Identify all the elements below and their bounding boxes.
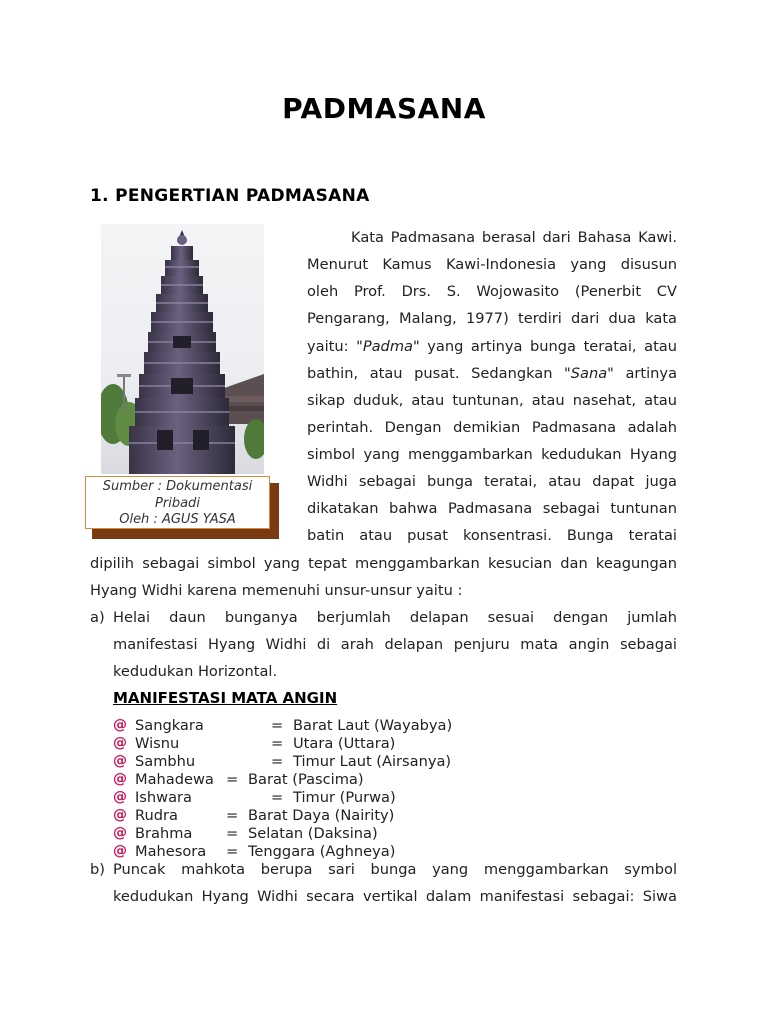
bullet-icon: @ bbox=[113, 771, 127, 787]
caption-source: Sumber : Dokumentasi bbox=[102, 479, 253, 494]
bullet-icon: @ bbox=[113, 825, 127, 841]
item-a-label: a) bbox=[90, 609, 105, 626]
bullet-icon: @ bbox=[113, 807, 127, 823]
padmasana-photo bbox=[101, 224, 264, 474]
item-a-line: Helai daun bunganya berjumlah delapan sesuai dengan jumlah bbox=[113, 609, 677, 626]
item-b-line: kedudukan Hyang Widhi secara vertikal dalam manifestasi sebagai: Siwa bbox=[113, 888, 677, 905]
manifestasi-heading: MANIFESTASI MATA ANGIN bbox=[113, 689, 338, 707]
item-a-line: kedudukan Horizontal. bbox=[113, 663, 278, 680]
item-a-line: manifestasi Hyang Widhi di arah delapan penjuru mata angin sebagai bbox=[113, 636, 677, 653]
item-b-line: Puncak mahkota berupa sari bunga yang menggambarkan symbol bbox=[113, 861, 677, 878]
intro-line: oleh Prof. Drs. S. Wojowasito (Penerbit CV bbox=[307, 283, 677, 300]
intro-line: perintah. Dengan demikian Padmasana adalah bbox=[307, 419, 677, 436]
bullet-icon: @ bbox=[113, 717, 127, 733]
bullet-icon: @ bbox=[113, 789, 127, 805]
intro-line: dipilih sebagai simbol yang tepat menggambarkan kesucian dan keagungan bbox=[90, 555, 677, 572]
intro-line: Kata Padmasana berasal dari Bahasa Kawi. bbox=[351, 229, 677, 246]
intro-line: Pengarang, Malang, 1977) terdiri dari dua kata bbox=[307, 310, 677, 327]
bullet-icon: @ bbox=[113, 753, 127, 769]
intro-line: bathin, atau pusat. Sedangkan "Sana" artinya bbox=[307, 365, 678, 382]
item-b-label: b) bbox=[90, 861, 105, 878]
intro-line: Hyang Widhi karena memenuhi unsur-unsur yaitu : bbox=[90, 582, 463, 599]
bullet-icon: @ bbox=[113, 735, 127, 751]
page-title: PADMASANA bbox=[282, 92, 486, 125]
bullet-icon: @ bbox=[113, 843, 127, 859]
intro-line: Widhi sebagai bunga teratai, atau dapat juga bbox=[307, 473, 677, 490]
photo-caption bbox=[85, 476, 270, 529]
intro-line: dikatakan bahwa Padmasana sebagai tuntunan bbox=[307, 500, 677, 517]
intro-line: yaitu: "Padma" yang artinya bunga teratai, atau bbox=[307, 338, 677, 355]
document-page: PADMASANA 1. PENGERTIAN PADMASANA Sumber : Dokumentasi Pribadi Oleh : AGUS YASA Kata Padmasana berasal dari Bahasa Kawi. Menurut Kamus Kawi-Indonesia yang disusun oleh Prof. Drs. S. Wojowasito (Penerbit CV Pengarang, Malang, 1977) terdiri dari dua kata yaitu: "Padma" yang artinya bunga teratai, atau bathin, atau pusat. Sedangkan "Sana" artinya sikap duduk, atau tuntunan, atau nasehat, atau perintah. Dengan demikian Padmasana adalah simbol yang menggambarkan kedudukan Hyang Widhi sebagai bunga teratai, atau dapat juga dikatakan bahwa Padmasana sebagai tuntunan batin atau pusat konsentrasi. Bunga teratai dipilih sebagai simbol yang tepat menggambarkan kesucian dan keagungan Hyang Widhi karena memenuhi unsur-unsur yaitu : a) Helai daun bunganya berjumlah delapan sesuai dengan jumlah manifestasi Hyang Widhi di arah delapan penjuru mata angin sebagai kedudukan Horizontal. MANIFESTASI MATA ANGIN @ Sangkara = Barat Laut (Wayabya) @ Wisnu = Utara (Uttara) @ Sambhu = Timur Laut (Airsanya) @ Mahadewa = Barat (Pascima) @ Ishwara = Timur (Purwa) @ Rudra = Barat Daya (Nairity) @ Brahma = Selatan (Daksina) @ Mahesora = Tenggara (Aghneya) b) Puncak mahkota berupa sari bunga yang menggambarkan symbol kedudukan Hyang Widhi secara vertikal dalam manifestasi sebagai: Siwa bbox=[0, 0, 768, 1024]
intro-line: batin atau pusat konsentrasi. Bunga teratai bbox=[307, 527, 677, 544]
caption-source-cont: Pribadi bbox=[155, 495, 200, 511]
intro-line: sikap duduk, atau tuntunan, atau nasehat, atau bbox=[307, 392, 677, 409]
section-heading: 1. PENGERTIAN PADMASANA bbox=[90, 186, 370, 206]
intro-line: simbol yang menggambarkan kedudukan Hyang bbox=[307, 446, 677, 463]
caption-author: Oleh : AGUS YASA bbox=[119, 512, 236, 527]
intro-line: Menurut Kamus Kawi-Indonesia yang disusun bbox=[307, 256, 677, 273]
